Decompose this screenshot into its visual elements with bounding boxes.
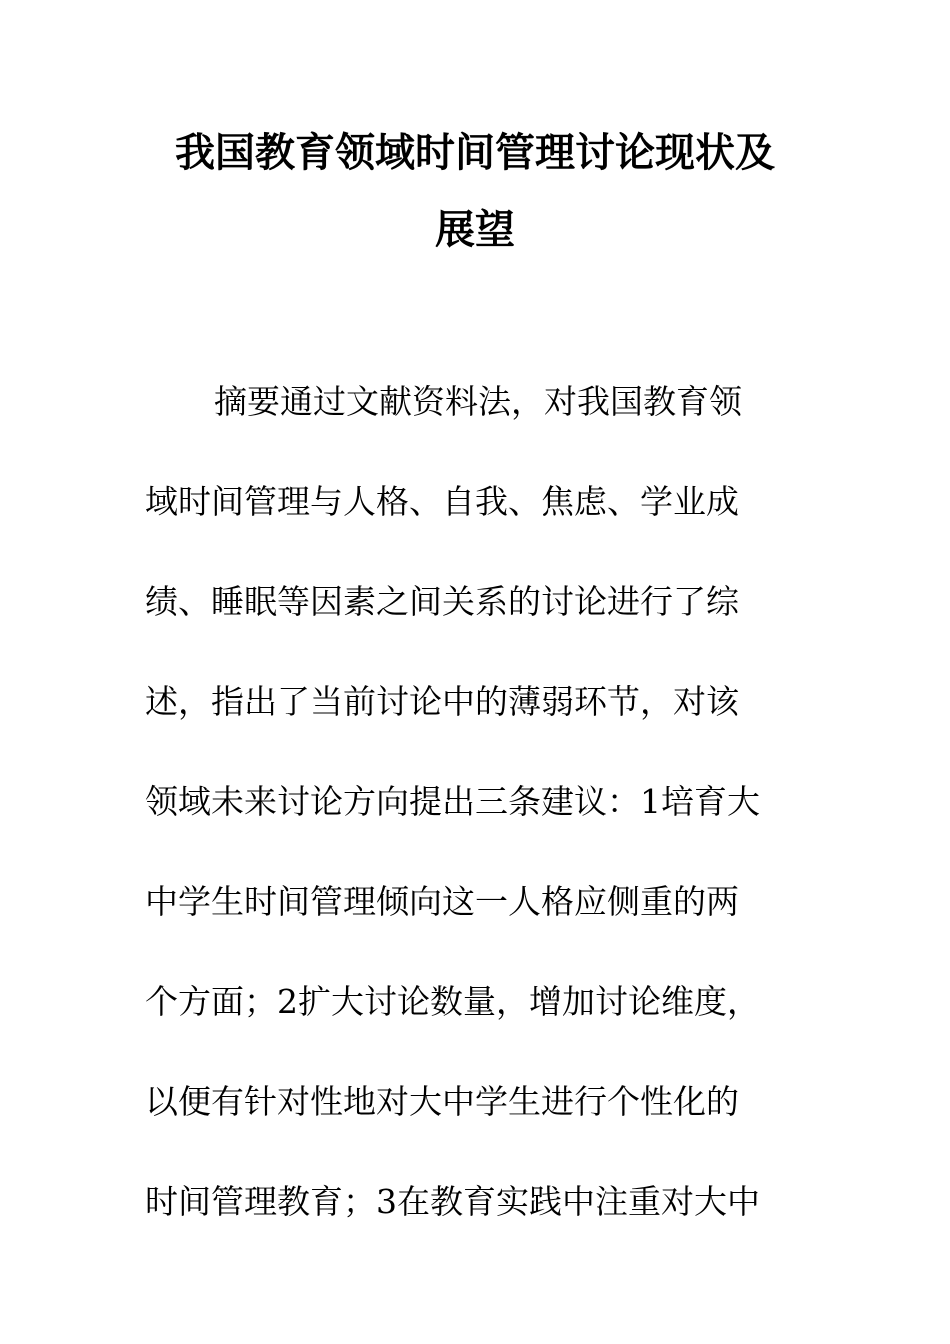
document-title-line-1: 我国教育领域时间管理讨论现状及 xyxy=(175,129,775,176)
abstract-line-6: 中学生时间管理倾向这一人格应侧重的两 xyxy=(145,882,739,921)
abstract-line-5: 领域未来讨论方向提出三条建议：1培育大 xyxy=(145,782,760,821)
abstract-line-7: 个方面；2扩大讨论数量，增加讨论维度， xyxy=(145,982,760,1021)
abstract-line-4: 述，指出了当前讨论中的薄弱环节，对该 xyxy=(145,682,739,721)
abstract-line-1: 摘要通过文献资料法，对我国教育领 xyxy=(214,382,742,421)
abstract-line-3: 绩、睡眠等因素之间关系的讨论进行了综 xyxy=(145,582,739,621)
document-title-line-2: 展望 xyxy=(435,206,515,253)
abstract-line-8: 以便有针对性地对大中学生进行个性化的 xyxy=(145,1082,739,1121)
abstract-line-9: 时间管理教育；3在教育实践中注重对大中 xyxy=(145,1182,760,1221)
abstract-line-2: 域时间管理与人格、自我、焦虑、学业成 xyxy=(145,482,739,521)
